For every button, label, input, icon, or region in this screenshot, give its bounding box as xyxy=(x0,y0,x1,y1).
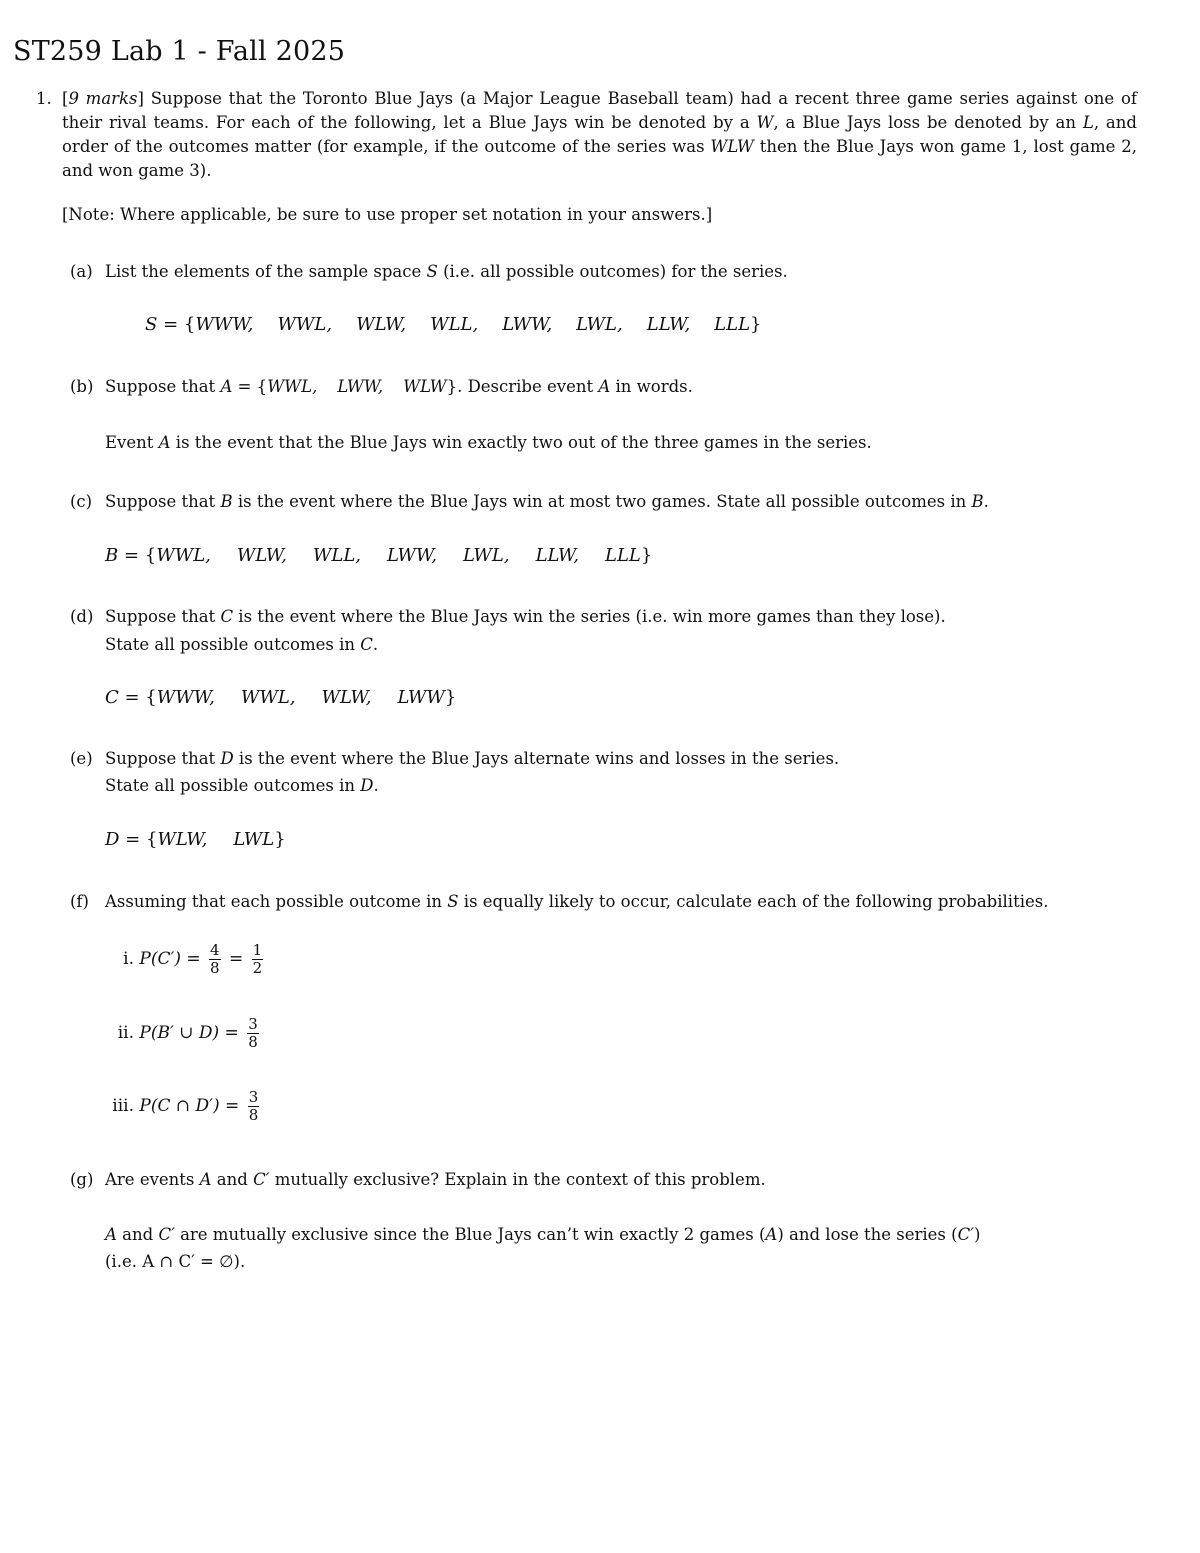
symbol: D xyxy=(360,776,374,795)
marks: 9 marks xyxy=(68,89,138,108)
part-a-answer: S = {WWW, WWL, WLW, WLL, LWW, LWL, LLW, LLL} xyxy=(145,314,762,335)
text: is the event that the Blue Jays win exactly two out of the three games in the series. xyxy=(170,433,872,452)
symbol: S xyxy=(426,262,438,281)
part-g-answer-line2: (i.e. A ∩ C′ = ∅). xyxy=(105,1252,246,1271)
page-title: ST259 Lab 1 - Fall 2025 xyxy=(13,36,346,67)
part-d-text xyxy=(105,605,946,629)
fraction xyxy=(248,1089,260,1124)
part-b-text xyxy=(105,375,693,399)
fraction xyxy=(209,942,221,977)
text: State all possible outcomes in xyxy=(105,635,361,654)
part-c-answer: B = {WWL, WLW, WLL, LWW, LWL, LLW, LLL} xyxy=(105,545,653,566)
text: . xyxy=(373,776,379,795)
text: State all possible outcomes in xyxy=(105,776,361,795)
text: and xyxy=(116,1225,159,1244)
part-g-answer xyxy=(105,1223,980,1247)
text: Suppose that xyxy=(105,607,221,626)
text: Assuming that each possible outcome in xyxy=(105,892,448,911)
numerator: 3 xyxy=(248,1015,258,1033)
set-element: WLW xyxy=(403,377,447,396)
item-numeral: ii. xyxy=(117,1023,134,1043)
set-name: D xyxy=(105,829,120,850)
part-e-text-line2 xyxy=(105,774,379,798)
set-element: WLL, xyxy=(312,545,362,566)
text: is the event where the Blue Jays win at most two games. State all possible outcomes in xyxy=(232,492,972,511)
text: is the event where the Blue Jays alternate wins and losses in the series. xyxy=(233,749,840,768)
part-c-label: (c) xyxy=(70,492,93,511)
symbol: D xyxy=(220,749,234,768)
text: = { xyxy=(232,377,268,396)
set-element: WWL, xyxy=(267,377,318,396)
part-d-answer: C = {WWW, WWL, WLW, LWW} xyxy=(105,687,457,708)
text: (i.e. all possible outcomes) for the series. xyxy=(437,262,788,281)
item-numeral: i. xyxy=(123,949,134,969)
intro-text: then the Blue Jays won game 1, lost game 2, and won game 3). xyxy=(62,137,1137,180)
text: Event xyxy=(105,433,159,452)
set-element: LWW, xyxy=(337,377,384,396)
symbol: C′ xyxy=(957,1225,974,1244)
symbol: C′ xyxy=(253,1170,270,1189)
set-element: WLW, xyxy=(157,829,208,850)
fraction xyxy=(247,1016,259,1051)
intro-text: Suppose that the Toronto Blue Jays (a Major League Baseball team) had a recent three game series against one of their rival teams. For each of the following, let a Blue Jays win be denoted by a xyxy=(62,89,1137,132)
text: Are events xyxy=(105,1170,200,1189)
denominator: 8 xyxy=(210,959,220,977)
numerator: 4 xyxy=(210,941,220,959)
part-b-answer xyxy=(105,431,872,455)
set-element: LLW, xyxy=(535,545,579,566)
text: . xyxy=(372,635,379,654)
text: . xyxy=(983,492,989,511)
set-element: LLL xyxy=(714,314,751,335)
denominator: 8 xyxy=(248,1106,259,1124)
set-element: LWW xyxy=(397,687,445,708)
text: are mutually exclusive since the Blue Jays can’t win exactly 2 games ( xyxy=(174,1225,766,1244)
text: ) xyxy=(973,1225,981,1244)
part-f-text xyxy=(105,890,1048,914)
part-e-text xyxy=(105,747,839,771)
text: is equally likely to occur, calculate each of the following probabilities. xyxy=(458,892,1049,911)
intro-text: , and order of the outcomes matter (for example, if the outcome of the series was xyxy=(62,113,1137,156)
set-element: WWL, xyxy=(156,545,211,566)
numerator: 3 xyxy=(248,1088,259,1106)
item-numeral: iii. xyxy=(112,1096,134,1116)
set-element: WWL, xyxy=(240,687,296,708)
text: Suppose that xyxy=(105,492,221,511)
set-element: WLL, xyxy=(430,314,479,335)
text: Suppose that xyxy=(105,749,221,768)
text: mutually exclusive? Explain in the context of this problem. xyxy=(269,1170,766,1189)
note: [Note: Where applicable, be sure to use proper set notation in your answers.] xyxy=(62,205,713,224)
set-name: S xyxy=(145,314,158,335)
part-c-text xyxy=(105,490,989,514)
part-e-answer: D = {WLW, LWL} xyxy=(105,829,286,850)
set-element: LWW, xyxy=(387,545,437,566)
text: ) and lose the series ( xyxy=(777,1225,958,1244)
symbol: A xyxy=(199,1170,212,1189)
part-b-label: (b) xyxy=(70,377,94,396)
denominator: 2 xyxy=(252,959,263,977)
loss-symbol: L xyxy=(1082,113,1094,132)
part-f-label: (f) xyxy=(70,892,89,911)
set-element: LWL, xyxy=(462,545,510,566)
symbol: A xyxy=(105,1225,117,1244)
part-a-text xyxy=(105,260,788,284)
set-name: C xyxy=(105,687,119,708)
question-intro: [9 marks] Suppose that the Toronto Blue Jays (a Major League Baseball team) had a recent three game series against one of their rival teams. For each of the following, let a Blue Jays win be denoted by a W, a Blue Jays loss be denoted by an L, and order of the outcomes matter (for example, if the outcome of the series was WLW then the Blue Jays won game 1, lost game 2, and won game 3). xyxy=(62,89,1137,180)
denominator: 8 xyxy=(248,1033,258,1051)
set-element: WWL, xyxy=(277,314,333,335)
text: List the elements of the sample space xyxy=(105,262,427,281)
question-number: 1. xyxy=(36,89,52,108)
symbol: B xyxy=(220,492,233,511)
symbol: C xyxy=(220,607,234,626)
set-element: WLW, xyxy=(356,314,407,335)
set-element: WLW, xyxy=(321,687,372,708)
prob-item-2 xyxy=(100,1016,262,1051)
example-outcome: WLW xyxy=(710,137,754,156)
set-element: WLW, xyxy=(236,545,287,566)
equals: = xyxy=(228,949,244,969)
prob-expression: P(B′ ∪ D) = xyxy=(139,1023,239,1043)
symbol: A xyxy=(158,433,171,452)
symbol: A xyxy=(765,1225,778,1244)
part-a-label: (a) xyxy=(70,262,93,281)
prob-item-1 xyxy=(100,942,266,977)
part-d-label: (d) xyxy=(70,607,94,626)
symbol: B xyxy=(971,492,984,511)
text: in words. xyxy=(610,377,693,396)
set-element: LWL xyxy=(233,829,275,850)
set-name: B xyxy=(105,545,119,566)
set-element: LWL, xyxy=(576,314,623,335)
prob-expression: P(C ∩ D′) = xyxy=(139,1096,240,1116)
text: Suppose that xyxy=(105,377,221,396)
set-element: LLL xyxy=(604,545,641,566)
symbol: C′ xyxy=(158,1225,175,1244)
symbol: A xyxy=(598,377,611,396)
part-e-label: (e) xyxy=(70,749,93,768)
text: is the event where the Blue Jays win the series (i.e. win more games than they lose). xyxy=(233,607,946,626)
symbol: A xyxy=(220,377,233,396)
set-element: LWW, xyxy=(502,314,553,335)
intro-text: , a Blue Jays loss be denoted by an xyxy=(773,113,1083,132)
prob-item-3 xyxy=(100,1089,262,1124)
symbol: C xyxy=(360,635,373,654)
prob-expression: P(C′) = xyxy=(139,949,201,969)
part-g-label: (g) xyxy=(70,1170,94,1189)
win-symbol: W xyxy=(756,113,774,132)
part-d-text-line2 xyxy=(105,633,378,657)
text: and xyxy=(211,1170,254,1189)
set-element: WWW, xyxy=(195,314,254,335)
text: }. Describe event xyxy=(446,377,599,396)
part-g-text xyxy=(105,1168,766,1192)
fraction xyxy=(252,942,264,977)
set-element: LLW, xyxy=(646,314,691,335)
symbol: S xyxy=(447,892,459,911)
set-element: WWW, xyxy=(156,687,215,708)
numerator: 1 xyxy=(252,941,263,959)
